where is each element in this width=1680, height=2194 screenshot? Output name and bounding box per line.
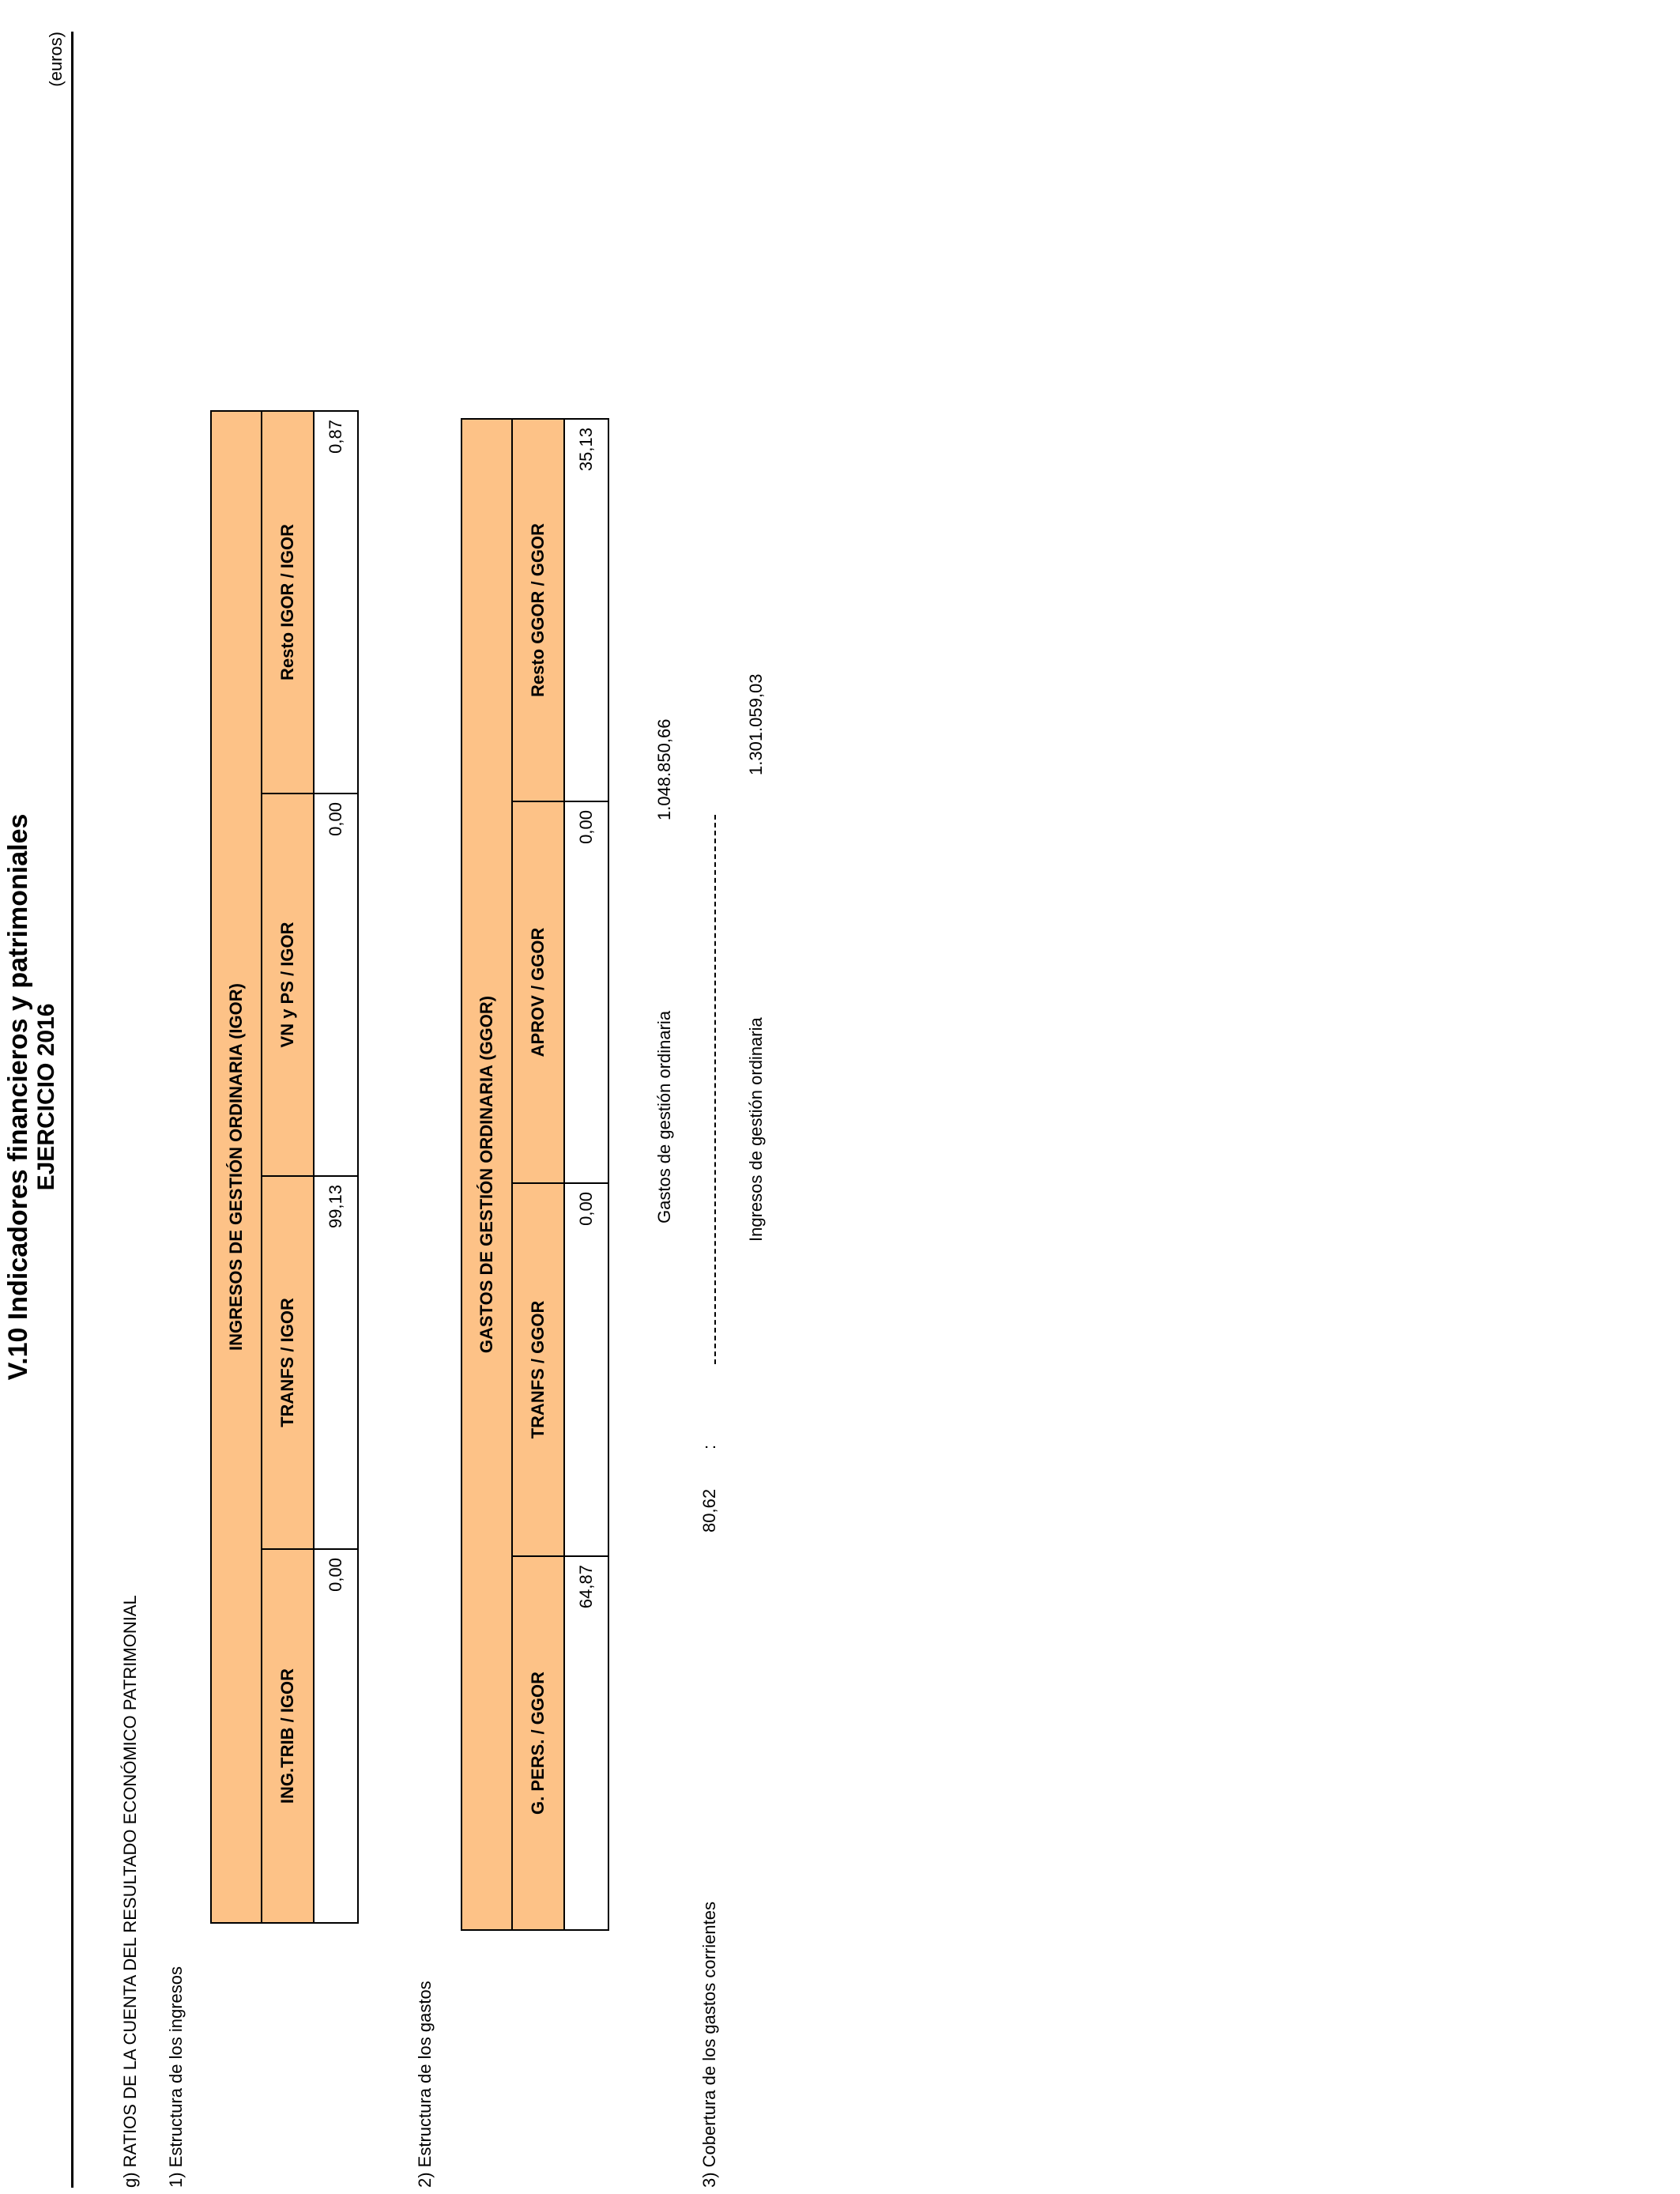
gastos-table xyxy=(461,418,609,1931)
gastos-label: 2) Estructura de los gastos xyxy=(415,1981,435,2188)
ingresos-value-vnps: 0,00 xyxy=(314,794,358,1176)
gastos-value-aprov: 0,00 xyxy=(564,801,608,1183)
page-subtitle: EJERCICIO 2016 xyxy=(33,1003,59,1191)
gastos-col-tranfs: TRANFS / GGOR xyxy=(512,1183,564,1556)
ingresos-value-ingtrib: 0,00 xyxy=(314,1549,358,1923)
gastos-value-resto: 35,13 xyxy=(564,419,608,801)
numerator-value: 1.048.850,66 xyxy=(654,718,674,820)
ingresos-value-tranfs: 99,13 xyxy=(314,1176,358,1549)
ingresos-label: 1) Estructura de los ingresos xyxy=(166,1966,186,2188)
header-rule xyxy=(71,32,73,2188)
numerator-label: Gastos de gestión ordinaria xyxy=(654,1010,674,1223)
section-title: g) RATIOS DE LA CUENTA DEL RESULTADO ECONÓMICO PATRIMONIAL xyxy=(120,1595,140,2188)
ingresos-group-header: INGRESOS DE GESTIÓN ORDINARIA (IGOR) xyxy=(211,411,262,1923)
ingresos-value-resto: 0,87 xyxy=(314,411,358,794)
ingresos-col-resto: Resto IGOR / IGOR xyxy=(262,411,314,794)
gastos-value-gpers: 64,87 xyxy=(564,1556,608,1930)
gastos-col-aprov: APROV / GGOR xyxy=(512,801,564,1183)
ingresos-col-ingtrib: ING.TRIB / IGOR xyxy=(262,1549,314,1923)
ingresos-table xyxy=(210,410,359,1924)
cobertura-label: 3) Cobertura de los gastos corrientes xyxy=(699,1902,719,2188)
cobertura-value: 80,62 xyxy=(699,1488,719,1532)
denominator-label: Ingresos de gestión ordinaria xyxy=(746,1017,766,1242)
fraction-line xyxy=(714,815,716,1364)
gastos-col-gpers: G. PERS. / GGOR xyxy=(512,1556,564,1930)
page-title: V.10 Indicadores financieros y patrimoniales xyxy=(3,813,33,1381)
denominator-value: 1.301.059,03 xyxy=(746,673,766,775)
ingresos-col-tranfs: TRANFS / IGOR xyxy=(262,1176,314,1549)
gastos-col-resto: Resto GGOR / GGOR xyxy=(512,419,564,801)
ingresos-col-vnps: VN y PS / IGOR xyxy=(262,794,314,1176)
units-label: (euros) xyxy=(46,32,66,87)
gastos-group-header: GASTOS DE GESTIÓN ORDINARIA (GGOR) xyxy=(461,419,512,1930)
cobertura-separator: : xyxy=(699,1444,719,1449)
gastos-value-tranfs: 0,00 xyxy=(564,1183,608,1556)
